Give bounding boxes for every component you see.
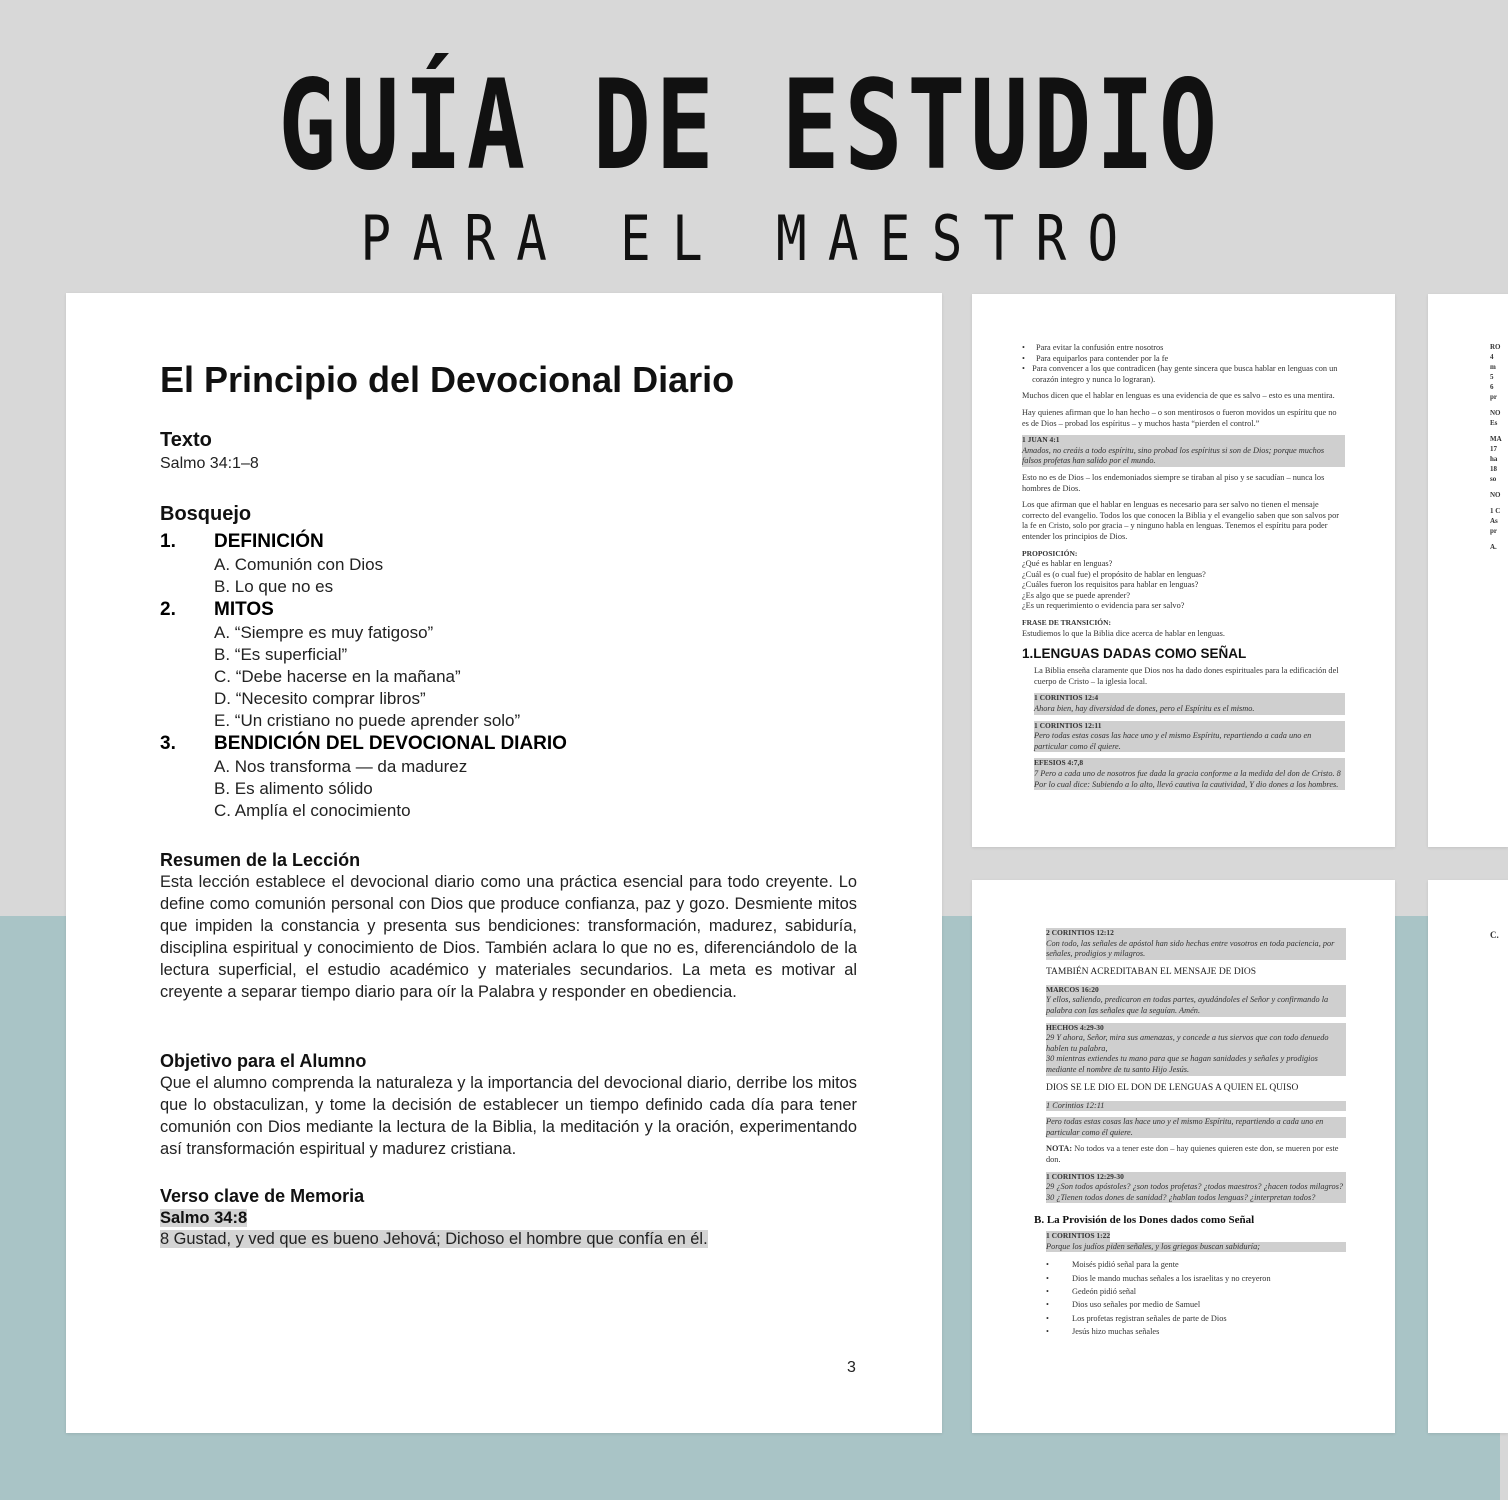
paragraph: Hay quienes afirman que lo han hecho – o son mentirosos o fueron movidos un espíritu que no es de Dios – probad los espíritus – y muchos hasta “pierden el control.” (1022, 407, 1337, 428)
preview-page-top-content (1022, 343, 1345, 790)
section-heading: 1.LENGUAS DADAS COMO SEÑAL (1022, 646, 1247, 662)
list-item: • Para equiparlos para contender por la fe (1022, 353, 1169, 363)
outline-subitem: B. Lo que no es (214, 577, 334, 596)
verse-reference: 1 Corintios 12:11 (1046, 1101, 1346, 1112)
outline-subitem: C. “Debe hacerse en la mañana” (214, 667, 461, 686)
transition-heading: FRASE DE TRANSICIÓN: (1022, 618, 1112, 628)
outline-label: DEFINICIÓN (214, 531, 324, 552)
verse-text: Con todo, las señales de apóstol han sido hechas entre vosotros en toda paciencia, por señales, prodigios y milagros. (1046, 939, 1346, 960)
proposition-line: ¿Cuál es (o cual fue) el propósito de hablar en lenguas? (1022, 569, 1206, 579)
verse-text: Amados, no creáis a todo espíritu, sino probad los espíritus si son de Dios; porque muchos falsos profetas han salido por el mundo. (1022, 446, 1345, 467)
verse-text: Porque los judíos piden señales, y los griegos buscan sabiduría; (1046, 1242, 1346, 1253)
verse-reference: EFESIOS 4:7,8 (1034, 758, 1345, 769)
verse-reference: 1 CORINTIOS 12:11 (1034, 721, 1345, 732)
verse-text: Pero todas estas cosas las hace uno y el mismo Espíritu, repartiendo a cada uno en particular como él quiere. (1034, 731, 1345, 752)
preview-page-bottom (972, 880, 1395, 1433)
caps-heading: DIOS SE LE DIO EL DON DE LENGUAS A QUIEN EL QUISO (1046, 1082, 1299, 1093)
list-item: • Los profetas registran señales de parte de Dios (1046, 1313, 1227, 1323)
paragraph: La Biblia enseña claramente que Dios nos ha dado dones espirituales para la edificación del cuerpo de Cristo – la iglesia local. (1034, 666, 1339, 686)
outline-subitem: A. Comunión con Dios (214, 555, 384, 574)
verse-reference: 1 CORINTIOS 12:29-30 (1046, 1172, 1346, 1183)
outline-item (160, 598, 857, 622)
verse-reference: MARCOS 16:20 (1046, 985, 1346, 996)
outline-number: 2. (160, 599, 176, 620)
note: NOTA: No todos va a tener este don – hay quienes quieren este don, se mueren por este don. (1046, 1144, 1339, 1164)
proposition-line: ¿Es un requerimiento o evidencia para ser salvo? (1022, 601, 1185, 611)
paragraph: Esto no es de Dios – los endemoniados siempre se tiraban al piso y se sacudían – nunca los hombres de Dios. (1022, 472, 1325, 493)
objetivo-text: Que el alumno comprenda la naturaleza y la importancia del devocional diario, derribe los mitos que lo obstaculizan, y tome la decisión de establecer un tiempo definido cada día para tener comunión con Dios mediante la lectura de la Biblia, la meditación y la oración, experimentando así transformación espiritual y madurez cristiana. (160, 1074, 857, 1158)
verse-text: 30 mientras extiendes tu mano para que se hagan sanidades y señales y prodigios mediante el nombre de tu santo Hijo Jesús. (1046, 1054, 1346, 1075)
outline-number: 1. (160, 531, 176, 552)
outline-subitem: A. “Siempre es muy fatigoso” (214, 623, 434, 642)
outline-subitem: B. “Es superficial” (214, 645, 348, 664)
verso-section (160, 1186, 857, 1249)
list-item: • Dios le mando muchas señales a los israelitas y no creyeron (1046, 1273, 1271, 1283)
outline-label: MITOS (214, 599, 274, 620)
bosquejo-heading: Bosquejo (160, 503, 252, 525)
list-item: • Para convencer a los que contradicen (hay gente sincera que busca hablar en lenguas con un corazón integro y nunca lo lograran). (1022, 364, 1338, 384)
outline-subitem: C. Amplía el conocimiento (214, 801, 411, 820)
verse-text: 7 Pero a cada uno de nosotros fue dada la gracia conforme a la medida del don de Cristo. 8 Por lo cual dice: Subiendo a lo alto, llevó cautiva la cautividad, Y dio dones a los hombres. (1034, 769, 1345, 790)
main-document-page (66, 293, 942, 1433)
page-title: El Principio del Devocional Diario (160, 359, 735, 400)
verse-reference: HECHOS 4:29-30 (1046, 1023, 1346, 1034)
verse-text: Pero todas estas cosas las hace uno y el mismo Espíritu, repartiendo a cada uno en particular como él quiere. (1046, 1117, 1346, 1138)
hero-title: GUÍA DE ESTUDIO (278, 54, 1222, 198)
proposition-line: ¿Qué es hablar en lenguas? (1022, 559, 1113, 569)
verse-text: 29 Y ahora, Señor, mira sus amenazas, y concede a tus siervos que con todo denuedo hablen tu palabra, (1046, 1033, 1346, 1054)
hero-subtitle: PARA EL MAESTRO (360, 202, 1140, 275)
resumen-heading: Resumen de la Lección (160, 850, 361, 870)
transition-text: Estudiemos lo que la Biblia dice acerca de hablar en lenguas. (1022, 628, 1225, 638)
verso-text: 8 Gustad, y ved que es bueno Jehová; Dichoso el hombre que confía en él. (160, 1230, 708, 1248)
verse-text: 30 ¿Tienen todos dones de sanidad? ¿hablan todos lenguas? ¿interpretan todos? (1046, 1193, 1346, 1204)
list-item: • Jesús hizo muchas señales (1046, 1327, 1160, 1337)
outline-item (160, 732, 857, 756)
verse-reference: 1 CORINTIOS 12:4 (1034, 693, 1345, 704)
outline-number: 3. (160, 733, 176, 754)
preview-page-far-bottom (1428, 880, 1508, 1433)
verse-reference: 1 JUAN 4:1 (1022, 435, 1345, 446)
verso-reference: Salmo 34:8 (160, 1209, 248, 1227)
verse-text: 29 ¿Son todos apóstoles? ¿son todos profetas? ¿todos maestros? ¿hacen todos milagros? (1046, 1182, 1346, 1193)
texto-section (160, 429, 857, 473)
verso-heading: Verso clave de Memoria (160, 1186, 365, 1206)
outline-subitem: A. Nos transforma — da madurez (214, 757, 468, 776)
section-heading: B. La Provisión de los Dones dados como Señal (1034, 1214, 1255, 1226)
preview-page-top (972, 294, 1395, 847)
list-item: • Dios uso señales por medio de Samuel (1046, 1300, 1201, 1310)
list-item: • Para evitar la confusión entre nosotros (1022, 343, 1164, 352)
preview-page-bottom-section-b (1034, 1213, 1346, 1339)
outline-item (160, 530, 857, 554)
paragraph: Los que afirman que el hablar en lenguas es necesario para ser salvo no tienen el mensaje correcto del evangelio. Todos los que conocen la Biblia y el evangelio saben que son salvos por la fe en Cristo, solo por gracia – y ninguno habla en lenguas. Tenemos el espíritu para poder entender los principios de Dios. (1022, 500, 1339, 541)
paragraph: Muchos dicen que el hablar en lenguas es una evidencia de que es salvo – esto es una mentira. (1022, 391, 1335, 401)
verse-text: Y ellos, saliendo, predicaron en todas partes, ayudándoles el Señor y confirmando la palabra con las señales que la seguían. Amén. (1046, 995, 1346, 1016)
bosquejo-section (160, 503, 857, 822)
page-number: 3 (847, 1359, 856, 1376)
preview-page-far-top (1428, 294, 1508, 847)
partial-page-text: RO 4 m 5 6 pr NO Es MA 17 ha 18 so NO 1 C As pr A. (1490, 343, 1502, 551)
texto-reference: Salmo 34:1–8 (160, 455, 259, 472)
objetivo-heading: Objetivo para el Alumno (160, 1051, 367, 1071)
preview-page-bottom-content (1046, 928, 1346, 1209)
list-item: • Moisés pidió señal para la gente (1046, 1260, 1179, 1270)
outline-subitem: B. Es alimento sólido (214, 779, 373, 798)
outline-label: BENDICIÓN DEL DEVOCIONAL DIARIO (214, 733, 567, 754)
resumen-text: Esta lección establece el devocional diario como una práctica esencial para todo creyente. Lo define como comunión personal con Dios que produce confianza, paz y gozo. Desmiente mitos que impiden la constancia y presenta sus bendiciones: transformación, madurez, sabiduría, disciplina espiritual y conocimiento de Dios. También aclara lo que no es, diferenciándolo de la lectura superficial, el estudio académico y materiales secundarios. La meta es motivar al creyente a separar tiempo diario para oír la Palabra y responder en obediencia. (160, 873, 857, 1001)
list-item: • Gedeón pidió señal (1046, 1287, 1137, 1296)
outline-subitem: D. “Necesito comprar libros” (214, 689, 426, 708)
verse-text: Ahora bien, hay diversidad de dones, pero el Espíritu es el mismo. (1034, 704, 1345, 715)
caps-heading: TAMBIÉN ACREDITABAN EL MENSAJE DE DIOS (1046, 966, 1257, 977)
verse-reference: 2 CORINTIOS 12:12 (1046, 928, 1346, 939)
partial-page-text: C. (1490, 930, 1499, 940)
proposition-line: ¿Es algo que se puede aprender? (1022, 590, 1131, 600)
outline-subitem: E. “Un cristiano no puede aprender solo” (214, 711, 521, 730)
proposition-heading: PROPOSICIÓN: (1022, 548, 1078, 558)
proposition-line: ¿Cuáles fueron los requisitos para hablar en lenguas? (1022, 580, 1199, 590)
verse-reference: 1 CORINTIOS 1:22 (1046, 1231, 1111, 1240)
texto-heading: Texto (160, 429, 212, 451)
resumen-section (160, 850, 857, 1003)
objetivo-section (160, 1051, 857, 1160)
